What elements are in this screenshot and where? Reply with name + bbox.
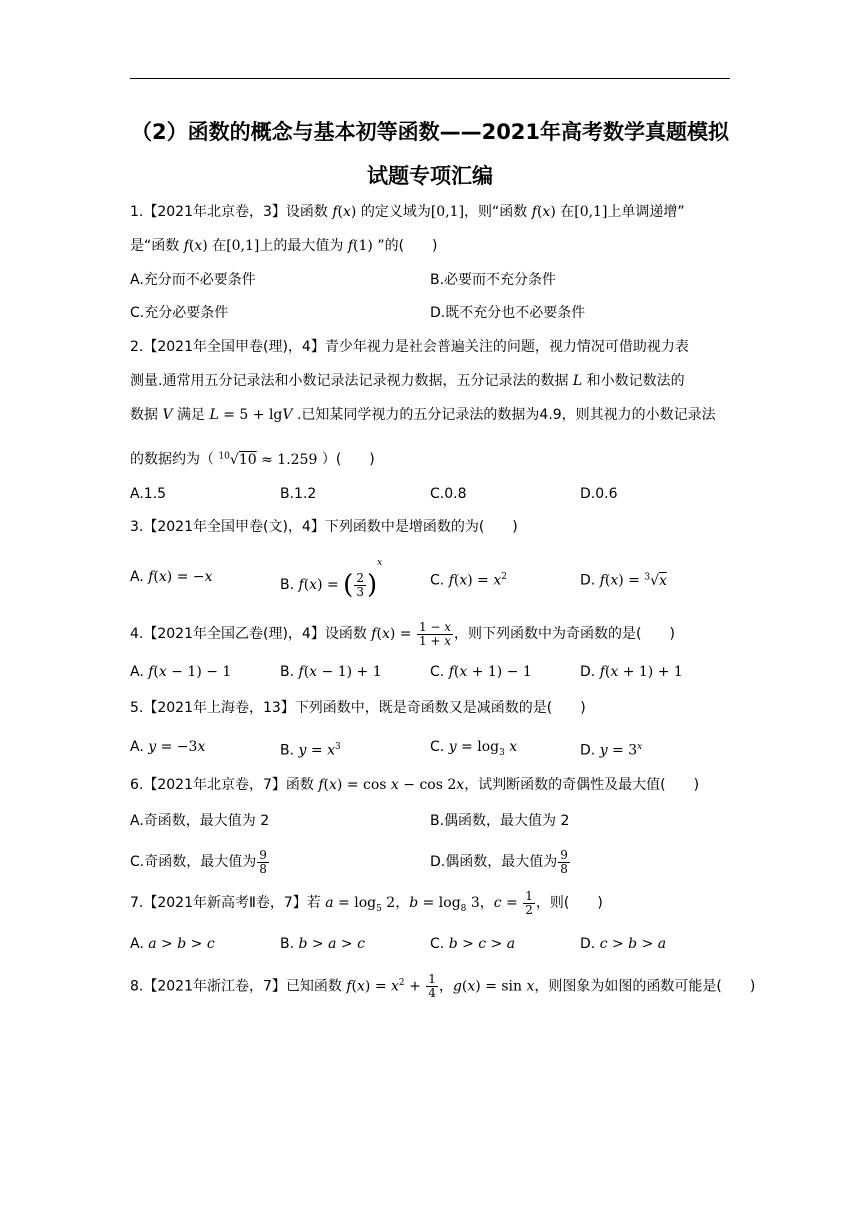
q6-option-d: D.偶函数，最大值为 $\frac{9}{8}$ [430, 847, 568, 876]
q1-option-d: D.既不充分也不必要条件 [430, 305, 586, 321]
q4-option-a: A. f(x − 1) − 1 [130, 664, 232, 680]
q8-source: 8.【2021年浙江卷，7】 [130, 978, 286, 995]
q2-line2: 测量.通常用五分记录法和小数记录法记录视力数据，五分记录法的数据 L 和小数记数法的 [130, 373, 685, 389]
page-subtitle: 试题专项汇编 [367, 164, 493, 188]
q4-line1: 4.【2021年全国乙卷(理)，4】设函数 f(x) = $\frac{1 - x}{1 + x}$ ，则下列函数中为奇函数的是( ) [130, 619, 675, 648]
q5-option-a: A. y = −3x [130, 739, 206, 755]
q7-line1: 7.【2021年新高考Ⅱ卷，7】若 $a = \log_5 2$，$b = \log_8 3$，c = $\frac{1}{2}$ ，则( ) [130, 888, 603, 917]
q2-option-c: C.0.8 [430, 486, 467, 502]
q4-option-d: D. f(x + 1) + 1 [580, 664, 683, 680]
q2-line3: 数据 V 满足 L = 5 + lgV .已知某同学视力的五分记录法的数据为4.9，则其视力的小数记录法 [130, 407, 716, 423]
q5-option-b: B. $y = x^3$ [280, 742, 341, 759]
q1-line1: 1.【2021年北京卷，3】设函数 f(x) 的定义域为[0,1]，则“函数 f(x) 在[0,1]上单调递增” [130, 204, 685, 220]
q2-option-b: B.1.2 [280, 486, 317, 502]
page-title: （2）函数的概念与基本初等函数——2021年高考数学真题模拟 [130, 120, 730, 144]
q6-option-b: B.偶函数，最大值为 2 [430, 813, 570, 829]
q6-line1: 6.【2021年北京卷，7】函数 f(x) = cos x − cos 2x，试判断函数的奇偶性及最大值( ) [130, 777, 700, 793]
q2-line4: 的数据约为（ $^{10}$√10 ≈ 1.259 ）( ) [130, 451, 375, 468]
q5-line1: 5.【2021年上海卷，13】下列函数中，既是奇函数又是减函数的是( ) [130, 700, 586, 716]
header-rule [130, 78, 730, 79]
q6-option-c: C.奇函数，最大值为 $\frac{9}{8}$ [130, 847, 267, 876]
q3-option-c: C. $f(x) = x^2$ [430, 572, 507, 589]
q5-option-d: D. $y = 3^x$ [580, 742, 643, 759]
q1-line2: 是“函数 f(x) 在[0,1]上的最大值为 f(1) ”的( ) [130, 238, 438, 254]
q4-source: 4.【2021年全国乙卷(理)，4】 [130, 626, 325, 642]
q4-option-b: B. f(x − 1) + 1 [280, 664, 382, 680]
q3-option-b: B. f(x) = ( $\frac{2}{3}$ )$^x$ [280, 558, 383, 600]
q6-source: 6.【2021年北京卷，7】 [130, 777, 286, 793]
q4-option-c: C. f(x + 1) − 1 [430, 664, 532, 680]
q2-option-a: A.1.5 [130, 486, 167, 502]
q1-option-a: A.充分而不必要条件 [130, 272, 256, 288]
q3-option-a: A. f(x) = −x [130, 569, 213, 585]
q2-source: 2.【2021年全国甲卷(理)，4】 [130, 339, 325, 355]
q7-option-a: A. a > b > c [130, 936, 215, 952]
q3-line1: 3.【2021年全国甲卷(文)，4】下列函数中是增函数的为( ) [130, 519, 518, 535]
q3-option-d: D. f(x) = $^3$√x [580, 572, 667, 589]
q6-option-a: A.奇函数，最大值为 2 [130, 813, 270, 829]
q7-option-b: B. b > a > c [280, 936, 365, 952]
q2-line1: 2.【2021年全国甲卷(理)，4】青少年视力是社会普遍关注的问题，视力情况可借助视力表 [130, 339, 689, 355]
q1-option-c: C.充分必要条件 [130, 305, 229, 321]
q1-source: 1.【2021年北京卷，3】 [130, 204, 286, 220]
q7-source: 7.【2021年新高考Ⅱ卷，7】 [130, 895, 307, 911]
q7-option-c: C. b > c > a [430, 936, 516, 952]
q8-line1: 8.【2021年浙江卷，7】已知函数 $f(x) = x^2$ + $\frac{1}{4}$ ，g(x) = sin x，则图象为如图的函数可能是( ) [130, 972, 756, 1001]
q7-option-d: D. c > b > a [580, 936, 667, 952]
q5-option-c: C. $y = \log_3 x$ [430, 739, 518, 758]
q5-source: 5.【2021年上海卷，13】 [130, 700, 295, 716]
q3-source: 3.【2021年全国甲卷(文)，4】 [130, 519, 325, 535]
q1-option-b: B.必要而不充分条件 [430, 272, 557, 288]
q2-option-d: D.0.6 [580, 486, 618, 502]
